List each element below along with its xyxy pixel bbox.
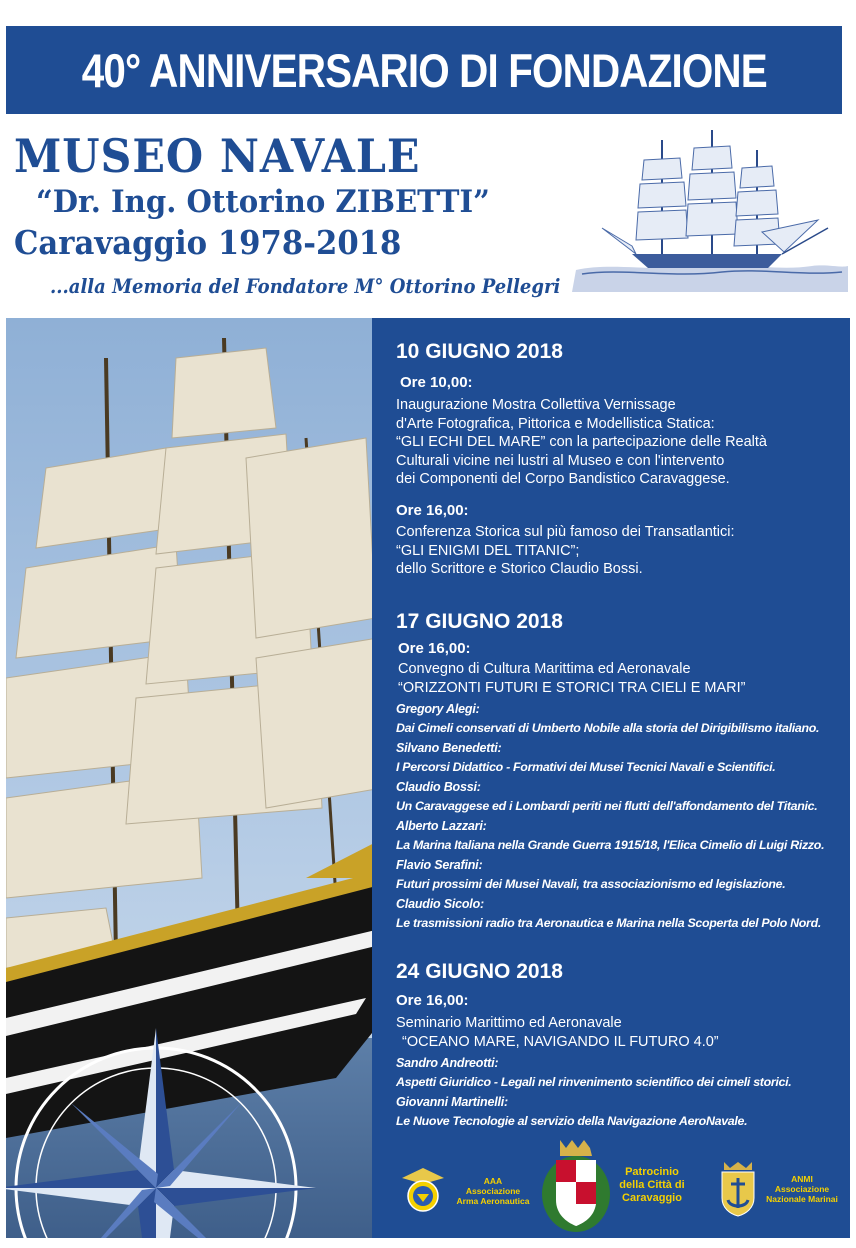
talk-topic: Futuri prossimi dei Musei Navali, tra associazionismo ed legislazione.: [396, 877, 786, 891]
talk-topic: La Marina Italiana nella Grande Guerra 1915/18, l'Elica Cimelio di Luigi Rizzo.: [396, 838, 825, 852]
event-description: Conferenza Storica sul più famoso dei Transatlantici: “GLI ENIGMI DEL TITANIC”; dello Scrittore e Storico Claudio Bossi.: [396, 524, 735, 578]
event-time: Ore 16,00:: [396, 992, 469, 1009]
talks-list: [396, 702, 824, 936]
title-banner: [6, 26, 842, 114]
speaker-name: Gregory Alegi:: [396, 702, 480, 716]
speaker-name: Alberto Lazzari:: [396, 819, 487, 833]
talk-topic: I Percorsi Didattico - Formativi dei Musei Tecnici Navali e Scientifici.: [396, 760, 776, 774]
speaker-name: Claudio Bossi:: [396, 780, 481, 794]
memory-dedication: ...alla Memoria del Fondatore M° Ottorino Pellegri: [50, 274, 561, 298]
event-date: 17 GIUGNO 2018: [396, 610, 563, 633]
anmi-emblem-icon: [718, 1160, 758, 1218]
sponsor-caravaggio: Patrocinio della Città di Caravaggio: [619, 1166, 685, 1204]
museum-dedication: “Dr. Ing. Ottorino ZIBETTI”: [36, 184, 490, 220]
ship-sketch-image: [572, 120, 848, 292]
talk-topic: Le Nuove Tecnologie al servizio della Navigazione AeroNavale.: [396, 1114, 748, 1128]
museum-city-years: Caravaggio 1978-2018: [14, 223, 402, 262]
event-description: Convegno di Cultura Marittima ed Aeronavale “ORIZZONTI FUTURI E STORICI TRA CIELI E MARI”: [398, 661, 746, 696]
events-panel: [372, 318, 850, 1238]
event-time: Ore 10,00:: [400, 374, 473, 391]
speaker-name: Silvano Benedetti:: [396, 741, 502, 755]
caravaggio-coat-of-arms-icon: [540, 1138, 612, 1234]
event-date: 10 GIUGNO 2018: [396, 340, 563, 363]
aaa-emblem-icon: [400, 1164, 446, 1214]
museum-name: MUSEO NAVALE: [14, 129, 421, 183]
talk-topic: Un Caravaggese ed i Lombardi periti nei flutti dell'affondamento del Titanic.: [396, 799, 818, 813]
museum-title-block: [14, 130, 574, 264]
talk-topic: Le trasmissioni radio tra Aeronautica e Marina nella Scoperta del Polo Nord.: [396, 916, 821, 930]
event-time: Ore 16,00:: [398, 640, 471, 657]
speaker-name: Giovanni Martinelli:: [396, 1095, 508, 1109]
event-description: Inaugurazione Mostra Collettiva Vernissage d'Arte Fotografica, Pittorica e Modellistica Statica: “GLI ECHI DEL MARE” con la partecipazione delle Realtà Culturali vicine nei lustri al Museo e con l'intervento dei Componenti del Corpo Bandistico Caravaggese.: [396, 397, 767, 488]
speaker-name: Claudio Sicolo:: [396, 897, 484, 911]
talks-list: [396, 1056, 791, 1134]
event-date: 24 GIUGNO 2018: [396, 960, 563, 983]
tall-ship-photo: [6, 318, 384, 1238]
sponsor-anmi: ANMI Associazione Nazionale Marinai: [766, 1174, 838, 1204]
banner-title: 40° ANNIVERSARIO DI FONDAZIONE: [81, 43, 767, 97]
event-time: Ore 16,00:: [396, 502, 469, 519]
talk-topic: Dai Cimeli conservati di Umberto Nobile alla storia del Dirigibilismo italiano.: [396, 721, 820, 735]
speaker-name: Flavio Serafini:: [396, 858, 483, 872]
speaker-name: Sandro Andreotti:: [396, 1056, 499, 1070]
event-description: Seminario Marittimo ed Aeronavale “OCEANO MARE, NAVIGANDO IL FUTURO 4.0”: [396, 1015, 719, 1050]
sponsor-aaa: AAA Associazione Arma Aeronautica: [456, 1176, 530, 1206]
talk-topic: Aspetti Giuridico - Legali nel rinvenimento scientifico dei cimeli storici.: [396, 1075, 792, 1089]
